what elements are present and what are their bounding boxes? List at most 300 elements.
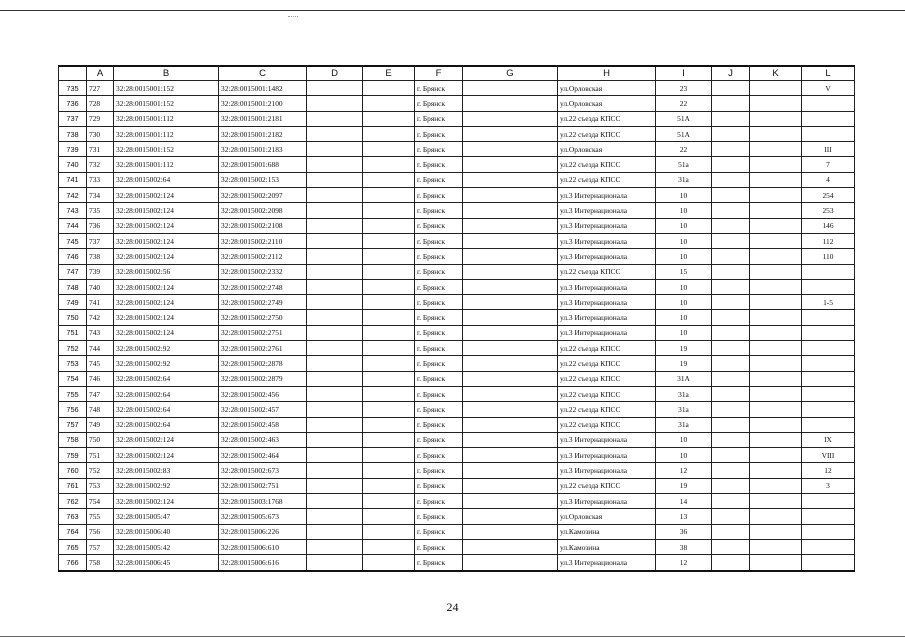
cell-c[interactable]: 32:28:0015001:688 [219,157,307,172]
cell-l[interactable] [802,264,855,279]
cell-e[interactable] [363,279,415,294]
row-number[interactable]: 745 [59,233,87,248]
cell-g[interactable] [463,417,558,432]
cell-c[interactable]: 32:28:0015002:153 [219,172,307,187]
cell-a[interactable]: 751 [87,448,114,463]
cell-b[interactable]: 32:28:0015002:124 [114,233,219,248]
cell-j[interactable] [712,555,750,571]
cell-i[interactable]: 23 [656,81,712,96]
cell-i[interactable]: 19 [656,478,712,493]
cell-e[interactable] [363,478,415,493]
cell-a[interactable]: 746 [87,371,114,386]
cell-i[interactable]: 12 [656,463,712,478]
cell-f[interactable]: г. Брянск [415,157,463,172]
cell-f[interactable]: г. Брянск [415,386,463,401]
cell-j[interactable] [712,432,750,447]
cell-d[interactable] [307,188,363,203]
column-header-g[interactable]: G [463,66,558,81]
cell-k[interactable] [750,539,802,554]
cell-b[interactable]: 32:28:0015002:64 [114,386,219,401]
cell-e[interactable] [363,448,415,463]
cell-g[interactable] [463,81,558,96]
cell-g[interactable] [463,539,558,554]
cell-c[interactable]: 32:28:0015002:457 [219,402,307,417]
cell-k[interactable] [750,233,802,248]
cell-d[interactable] [307,279,363,294]
cell-h[interactable]: ул.3 Интернационала [558,295,656,310]
cell-e[interactable] [363,432,415,447]
cell-b[interactable]: 32:28:0015002:92 [114,341,219,356]
cell-j[interactable] [712,203,750,218]
cell-f[interactable]: г. Брянск [415,478,463,493]
cell-i[interactable]: 31а [656,172,712,187]
cell-h[interactable]: ул.Орловская [558,81,656,96]
cell-i[interactable]: 38 [656,539,712,554]
cell-g[interactable] [463,432,558,447]
cell-k[interactable] [750,142,802,157]
cell-h[interactable]: ул.Камозина [558,524,656,539]
cell-k[interactable] [750,172,802,187]
cell-a[interactable]: 735 [87,203,114,218]
cell-c[interactable]: 32:28:0015002:2750 [219,310,307,325]
cell-l[interactable] [802,539,855,554]
cell-b[interactable]: 32:28:0015002:124 [114,432,219,447]
cell-j[interactable] [712,356,750,371]
cell-c[interactable]: 32:28:0015002:463 [219,432,307,447]
cell-i[interactable]: 51А [656,111,712,126]
cell-i[interactable]: 10 [656,310,712,325]
cell-j[interactable] [712,417,750,432]
cell-e[interactable] [363,310,415,325]
cell-f[interactable]: г. Брянск [415,402,463,417]
cell-e[interactable] [363,371,415,386]
cell-i[interactable]: 10 [656,218,712,233]
cell-a[interactable]: 731 [87,142,114,157]
row-number[interactable]: 757 [59,417,87,432]
cell-k[interactable] [750,249,802,264]
row-number[interactable]: 758 [59,432,87,447]
cell-k[interactable] [750,402,802,417]
cell-g[interactable] [463,402,558,417]
cell-j[interactable] [712,188,750,203]
cell-d[interactable] [307,218,363,233]
cell-c[interactable]: 32:28:0015002:2097 [219,188,307,203]
cell-e[interactable] [363,509,415,524]
cell-l[interactable] [802,509,855,524]
cell-d[interactable] [307,341,363,356]
cell-j[interactable] [712,233,750,248]
cell-a[interactable]: 756 [87,524,114,539]
cell-h[interactable]: ул.22 съезда КПСС [558,172,656,187]
cell-e[interactable] [363,494,415,509]
cell-h[interactable]: ул.3 Интернационала [558,188,656,203]
cell-l[interactable] [802,524,855,539]
cell-k[interactable] [750,203,802,218]
cell-f[interactable]: г. Брянск [415,356,463,371]
cell-j[interactable] [712,142,750,157]
cell-b[interactable]: 32:28:0015001:152 [114,142,219,157]
cell-i[interactable]: 10 [656,203,712,218]
cell-h[interactable]: ул.3 Интернационала [558,463,656,478]
cell-j[interactable] [712,341,750,356]
cell-k[interactable] [750,279,802,294]
cell-e[interactable] [363,524,415,539]
cell-f[interactable]: г. Брянск [415,417,463,432]
cell-d[interactable] [307,126,363,141]
cell-j[interactable] [712,295,750,310]
cell-d[interactable] [307,96,363,111]
cell-a[interactable]: 729 [87,111,114,126]
cell-l[interactable]: IX [802,432,855,447]
cell-c[interactable]: 32:28:0015002:2879 [219,371,307,386]
cell-g[interactable] [463,203,558,218]
cell-h[interactable]: ул.22 съезда КПСС [558,417,656,432]
cell-l[interactable] [802,494,855,509]
cell-d[interactable] [307,371,363,386]
cell-c[interactable]: 32:28:0015002:2112 [219,249,307,264]
cell-f[interactable]: г. Брянск [415,555,463,571]
cell-k[interactable] [750,310,802,325]
cell-a[interactable]: 740 [87,279,114,294]
cell-a[interactable]: 742 [87,310,114,325]
cell-d[interactable] [307,203,363,218]
cell-h[interactable]: ул.22 съезда КПСС [558,386,656,401]
row-number[interactable]: 764 [59,524,87,539]
cell-j[interactable] [712,402,750,417]
cell-k[interactable] [750,417,802,432]
cell-i[interactable]: 31А [656,371,712,386]
row-number[interactable]: 740 [59,157,87,172]
cell-k[interactable] [750,325,802,340]
cell-b[interactable]: 32:28:0015001:112 [114,157,219,172]
cell-d[interactable] [307,494,363,509]
cell-c[interactable]: 32:28:0015002:751 [219,478,307,493]
cell-h[interactable]: ул.3 Интернационала [558,448,656,463]
row-number[interactable]: 738 [59,126,87,141]
row-number[interactable]: 756 [59,402,87,417]
cell-e[interactable] [363,264,415,279]
cell-j[interactable] [712,81,750,96]
cell-g[interactable] [463,188,558,203]
cell-f[interactable]: г. Брянск [415,203,463,218]
cell-j[interactable] [712,325,750,340]
cell-i[interactable]: 31а [656,386,712,401]
cell-h[interactable]: ул.3 Интернационала [558,233,656,248]
cell-f[interactable]: г. Брянск [415,264,463,279]
cell-b[interactable]: 32:28:0015002:124 [114,203,219,218]
row-number[interactable]: 742 [59,188,87,203]
cell-c[interactable]: 32:28:0015003:1768 [219,494,307,509]
cell-k[interactable] [750,432,802,447]
cell-j[interactable] [712,371,750,386]
column-header-h[interactable]: H [558,66,656,81]
cell-l[interactable] [802,386,855,401]
cell-d[interactable] [307,463,363,478]
cell-g[interactable] [463,126,558,141]
cell-a[interactable]: 748 [87,402,114,417]
cell-c[interactable]: 32:28:0015002:2751 [219,325,307,340]
row-number[interactable]: 748 [59,279,87,294]
cell-k[interactable] [750,448,802,463]
row-number[interactable]: 747 [59,264,87,279]
cell-h[interactable]: ул.3 Интернационала [558,432,656,447]
cell-i[interactable]: 31а [656,402,712,417]
cell-h[interactable]: ул.22 съезда КПСС [558,157,656,172]
cell-j[interactable] [712,448,750,463]
cell-g[interactable] [463,509,558,524]
cell-c[interactable]: 32:28:0015002:673 [219,463,307,478]
cell-k[interactable] [750,509,802,524]
cell-l[interactable]: V [802,81,855,96]
cell-h[interactable]: ул.3 Интернационала [558,203,656,218]
cell-l[interactable]: III [802,142,855,157]
cell-g[interactable] [463,463,558,478]
cell-g[interactable] [463,386,558,401]
cell-c[interactable]: 32:28:0015006:226 [219,524,307,539]
cell-c[interactable]: 32:28:0015002:2332 [219,264,307,279]
cell-g[interactable] [463,111,558,126]
cell-k[interactable] [750,494,802,509]
cell-j[interactable] [712,494,750,509]
cell-b[interactable]: 32:28:0015006:40 [114,524,219,539]
cell-g[interactable] [463,494,558,509]
cell-a[interactable]: 741 [87,295,114,310]
cell-b[interactable]: 32:28:0015002:83 [114,463,219,478]
cell-j[interactable] [712,96,750,111]
cell-e[interactable] [363,218,415,233]
cell-l[interactable] [802,356,855,371]
cell-h[interactable]: ул.3 Интернационала [558,494,656,509]
cell-b[interactable]: 32:28:0015002:64 [114,371,219,386]
cell-h[interactable]: ул.22 съезда КПСС [558,356,656,371]
cell-a[interactable]: 739 [87,264,114,279]
row-number[interactable]: 754 [59,371,87,386]
cell-a[interactable]: 747 [87,386,114,401]
cell-f[interactable]: г. Брянск [415,295,463,310]
cell-g[interactable] [463,264,558,279]
cell-h[interactable]: ул.22 съезда КПСС [558,126,656,141]
cell-f[interactable]: г. Брянск [415,188,463,203]
cell-c[interactable]: 32:28:0015002:2098 [219,203,307,218]
cell-g[interactable] [463,295,558,310]
cell-k[interactable] [750,371,802,386]
cell-b[interactable]: 32:28:0015001:112 [114,126,219,141]
cell-l[interactable] [802,310,855,325]
cell-c[interactable]: 32:28:0015002:2749 [219,295,307,310]
cell-h[interactable]: ул.Орловская [558,142,656,157]
column-header-j[interactable]: J [712,66,750,81]
cell-c[interactable]: 32:28:0015002:2878 [219,356,307,371]
cell-j[interactable] [712,172,750,187]
cell-h[interactable]: ул.3 Интернационала [558,325,656,340]
row-number[interactable]: 737 [59,111,87,126]
cell-k[interactable] [750,264,802,279]
cell-l[interactable] [802,325,855,340]
cell-l[interactable] [802,371,855,386]
cell-d[interactable] [307,555,363,571]
cell-f[interactable]: г. Брянск [415,341,463,356]
cell-h[interactable]: ул.22 съезда КПСС [558,111,656,126]
row-number[interactable]: 765 [59,539,87,554]
cell-e[interactable] [363,295,415,310]
cell-e[interactable] [363,386,415,401]
cell-c[interactable]: 32:28:0015006:616 [219,555,307,571]
cell-d[interactable] [307,356,363,371]
cell-i[interactable]: 10 [656,325,712,340]
cell-f[interactable]: г. Брянск [415,448,463,463]
cell-h[interactable]: ул.22 съезда КПСС [558,402,656,417]
cell-i[interactable]: 51А [656,126,712,141]
cell-f[interactable]: г. Брянск [415,126,463,141]
cell-i[interactable]: 19 [656,341,712,356]
cell-d[interactable] [307,432,363,447]
cell-i[interactable]: 10 [656,233,712,248]
cell-i[interactable]: 31а [656,417,712,432]
cell-l[interactable]: 146 [802,218,855,233]
cell-l[interactable] [802,126,855,141]
column-header-i[interactable]: I [656,66,712,81]
cell-c[interactable]: 32:28:0015002:2108 [219,218,307,233]
cell-i[interactable]: 51а [656,157,712,172]
cell-h[interactable]: ул.3 Интернационала [558,555,656,571]
cell-e[interactable] [363,188,415,203]
cell-e[interactable] [363,402,415,417]
cell-c[interactable]: 32:28:0015001:2182 [219,126,307,141]
cell-h[interactable]: ул.Камозина [558,539,656,554]
cell-k[interactable] [750,555,802,571]
cell-k[interactable] [750,295,802,310]
cell-e[interactable] [363,172,415,187]
column-header-d[interactable]: D [307,66,363,81]
cell-j[interactable] [712,386,750,401]
cell-b[interactable]: 32:28:0015005:42 [114,539,219,554]
cell-d[interactable] [307,478,363,493]
row-number[interactable]: 755 [59,386,87,401]
column-header-c[interactable]: C [219,66,307,81]
cell-i[interactable]: 10 [656,279,712,294]
cell-l[interactable]: 4 [802,172,855,187]
cell-f[interactable]: г. Брянск [415,509,463,524]
cell-c[interactable]: 32:28:0015002:456 [219,386,307,401]
cell-b[interactable]: 32:28:0015002:124 [114,249,219,264]
cell-b[interactable]: 32:28:0015001:112 [114,111,219,126]
cell-b[interactable]: 32:28:0015002:124 [114,295,219,310]
cell-e[interactable] [363,157,415,172]
cell-j[interactable] [712,310,750,325]
cell-k[interactable] [750,81,802,96]
row-number[interactable]: 735 [59,81,87,96]
cell-d[interactable] [307,417,363,432]
cell-g[interactable] [463,371,558,386]
cell-f[interactable]: г. Брянск [415,111,463,126]
cell-d[interactable] [307,111,363,126]
cell-e[interactable] [363,356,415,371]
cell-a[interactable]: 749 [87,417,114,432]
cell-i[interactable]: 10 [656,249,712,264]
cell-f[interactable]: г. Брянск [415,539,463,554]
cell-a[interactable]: 737 [87,233,114,248]
column-header-k[interactable]: K [750,66,802,81]
cell-i[interactable]: 22 [656,96,712,111]
cell-c[interactable]: 32:28:0015001:2100 [219,96,307,111]
cell-d[interactable] [307,509,363,524]
cell-d[interactable] [307,539,363,554]
cell-f[interactable]: г. Брянск [415,142,463,157]
cell-l[interactable] [802,96,855,111]
cell-a[interactable]: 757 [87,539,114,554]
cell-l[interactable]: 12 [802,463,855,478]
cell-a[interactable]: 730 [87,126,114,141]
row-number[interactable]: 741 [59,172,87,187]
row-number[interactable]: 751 [59,325,87,340]
cell-a[interactable]: 743 [87,325,114,340]
cell-j[interactable] [712,218,750,233]
cell-j[interactable] [712,463,750,478]
cell-k[interactable] [750,126,802,141]
cell-h[interactable]: ул.22 съезда КПСС [558,341,656,356]
cell-h[interactable]: ул.Орловская [558,509,656,524]
cell-i[interactable]: 14 [656,494,712,509]
cell-d[interactable] [307,264,363,279]
row-number[interactable]: 750 [59,310,87,325]
cell-a[interactable]: 728 [87,96,114,111]
header-corner[interactable] [59,66,87,81]
cell-i[interactable]: 13 [656,509,712,524]
cell-b[interactable]: 32:28:0015001:152 [114,96,219,111]
cell-b[interactable]: 32:28:0015002:92 [114,356,219,371]
cell-l[interactable] [802,417,855,432]
cell-k[interactable] [750,157,802,172]
cell-k[interactable] [750,218,802,233]
cell-h[interactable]: ул.3 Интернационала [558,249,656,264]
row-number[interactable]: 752 [59,341,87,356]
cell-k[interactable] [750,463,802,478]
cell-c[interactable]: 32:28:0015005:673 [219,509,307,524]
cell-d[interactable] [307,402,363,417]
cell-b[interactable]: 32:28:0015006:45 [114,555,219,571]
cell-l[interactable]: 1-5 [802,295,855,310]
cell-f[interactable]: г. Брянск [415,233,463,248]
cell-k[interactable] [750,96,802,111]
cell-a[interactable]: 753 [87,478,114,493]
row-number[interactable]: 762 [59,494,87,509]
cell-g[interactable] [463,524,558,539]
cell-j[interactable] [712,249,750,264]
column-header-l[interactable]: L [802,66,855,81]
cell-j[interactable] [712,126,750,141]
row-number[interactable]: 759 [59,448,87,463]
cell-j[interactable] [712,524,750,539]
cell-e[interactable] [363,341,415,356]
cell-d[interactable] [307,233,363,248]
cell-b[interactable]: 32:28:0015002:56 [114,264,219,279]
cell-e[interactable] [363,539,415,554]
cell-b[interactable]: 32:28:0015002:124 [114,188,219,203]
cell-e[interactable] [363,81,415,96]
cell-f[interactable]: г. Брянск [415,172,463,187]
cell-i[interactable]: 12 [656,555,712,571]
cell-b[interactable]: 32:28:0015001:152 [114,81,219,96]
cell-a[interactable]: 727 [87,81,114,96]
cell-a[interactable]: 745 [87,356,114,371]
cell-g[interactable] [463,249,558,264]
cell-k[interactable] [750,386,802,401]
cell-h[interactable]: ул.3 Интернационала [558,279,656,294]
cell-e[interactable] [363,555,415,571]
cell-b[interactable]: 32:28:0015002:64 [114,402,219,417]
cell-c[interactable]: 32:28:0015001:2183 [219,142,307,157]
row-number[interactable]: 749 [59,295,87,310]
